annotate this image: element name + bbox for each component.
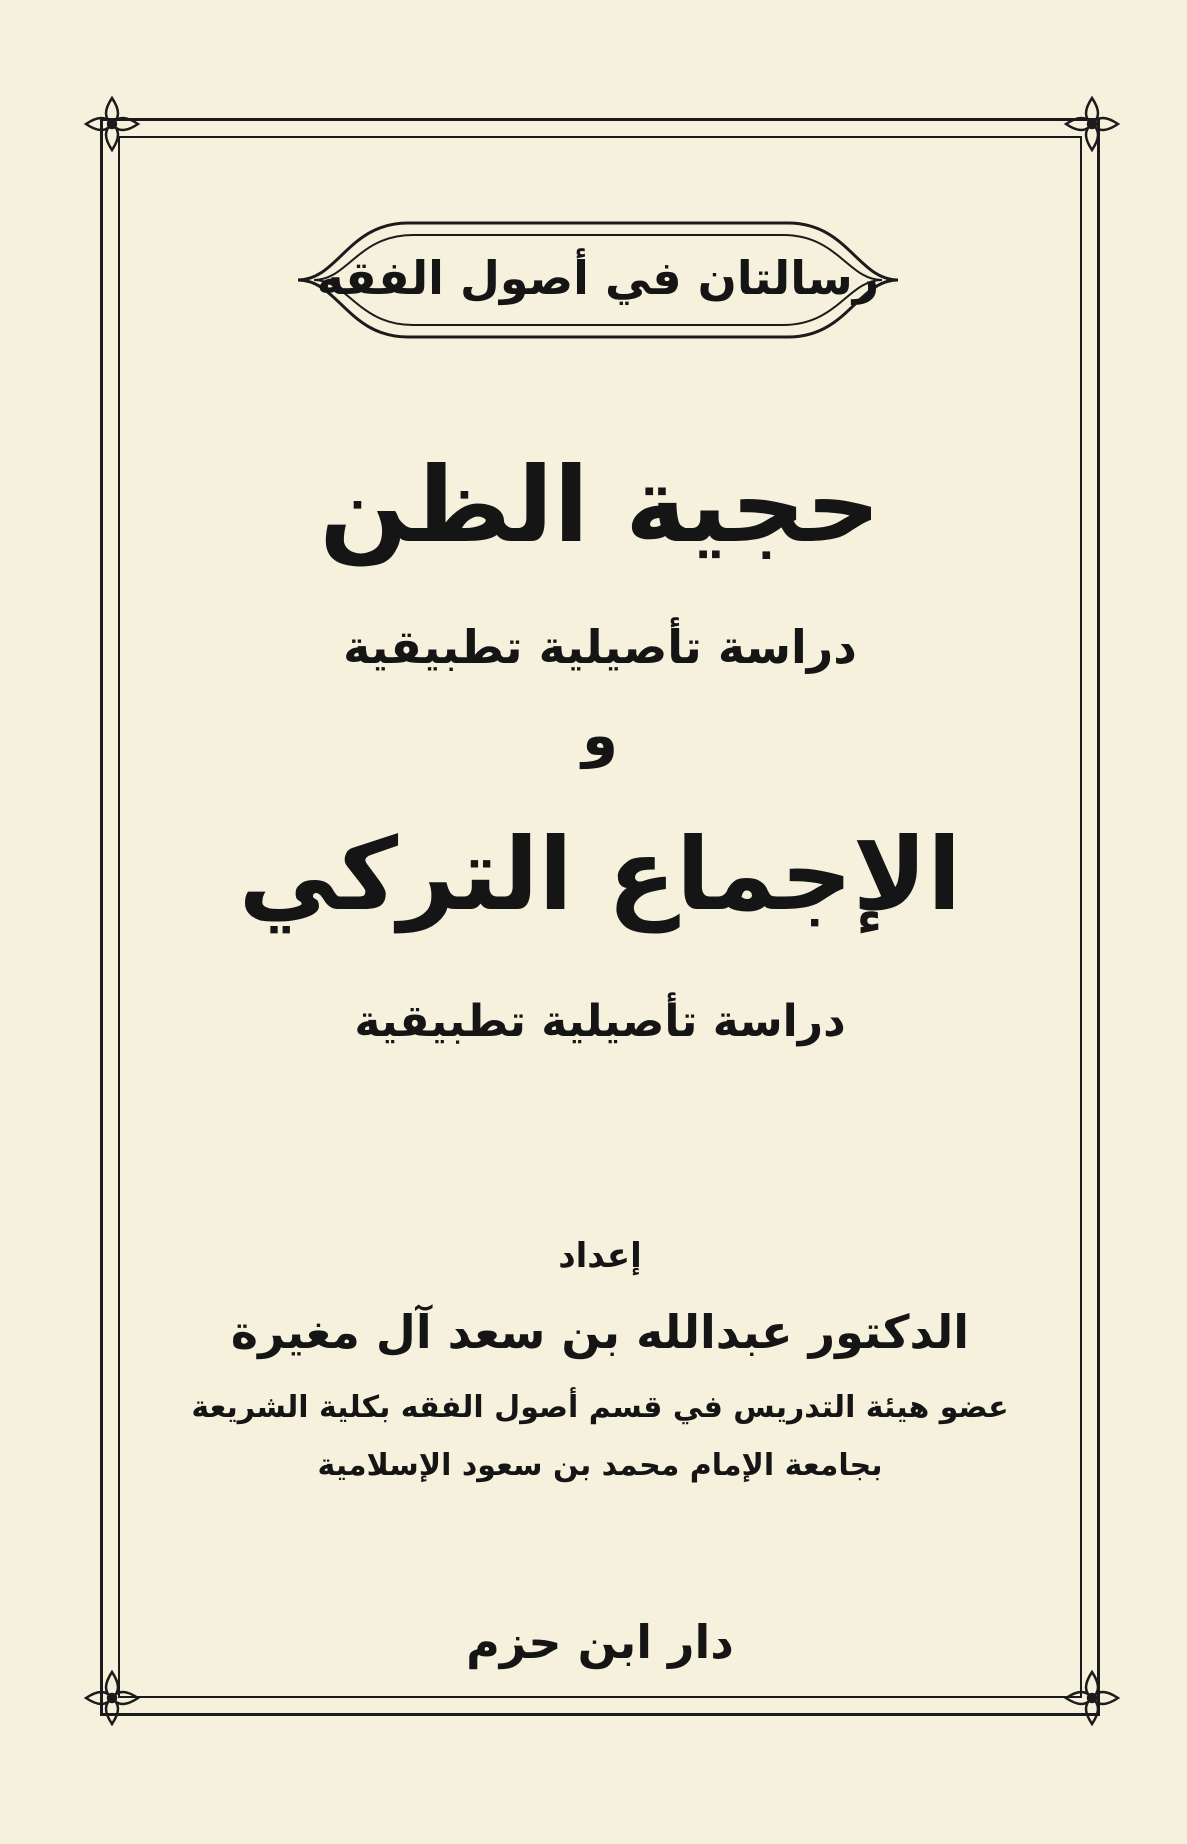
book2-title: الإجماع التركي [238,816,962,933]
corner-ornament-icon [80,92,144,156]
prepared-by-label: إعداد [558,1236,642,1276]
book1-subtitle: دراسة تأصيلية تطبيقية [343,620,857,674]
series-title: رسالتان في أصول الفقه [316,251,880,305]
series-cartouche [278,205,918,355]
author-affiliation-line2: بجامعة الإمام محمد بن سعود الإسلامية [317,1448,883,1483]
author-name: الدكتور عبدالله بن سعد آل مغيرة [230,1305,970,1359]
corner-ornament-icon [80,1666,144,1730]
publisher-name: دار ابن حزم [466,1615,734,1669]
conjunction: و [581,701,619,769]
author-affiliation-line1: عضو هيئة التدريس في قسم أصول الفقه بكلية الشريعة [191,1390,1009,1425]
book1-title: حجية الظن [319,444,881,566]
corner-ornament-icon [1060,92,1124,156]
book2-subtitle: دراسة تأصيلية تطبيقية [354,996,846,1047]
corner-ornament-icon [1060,1666,1124,1730]
